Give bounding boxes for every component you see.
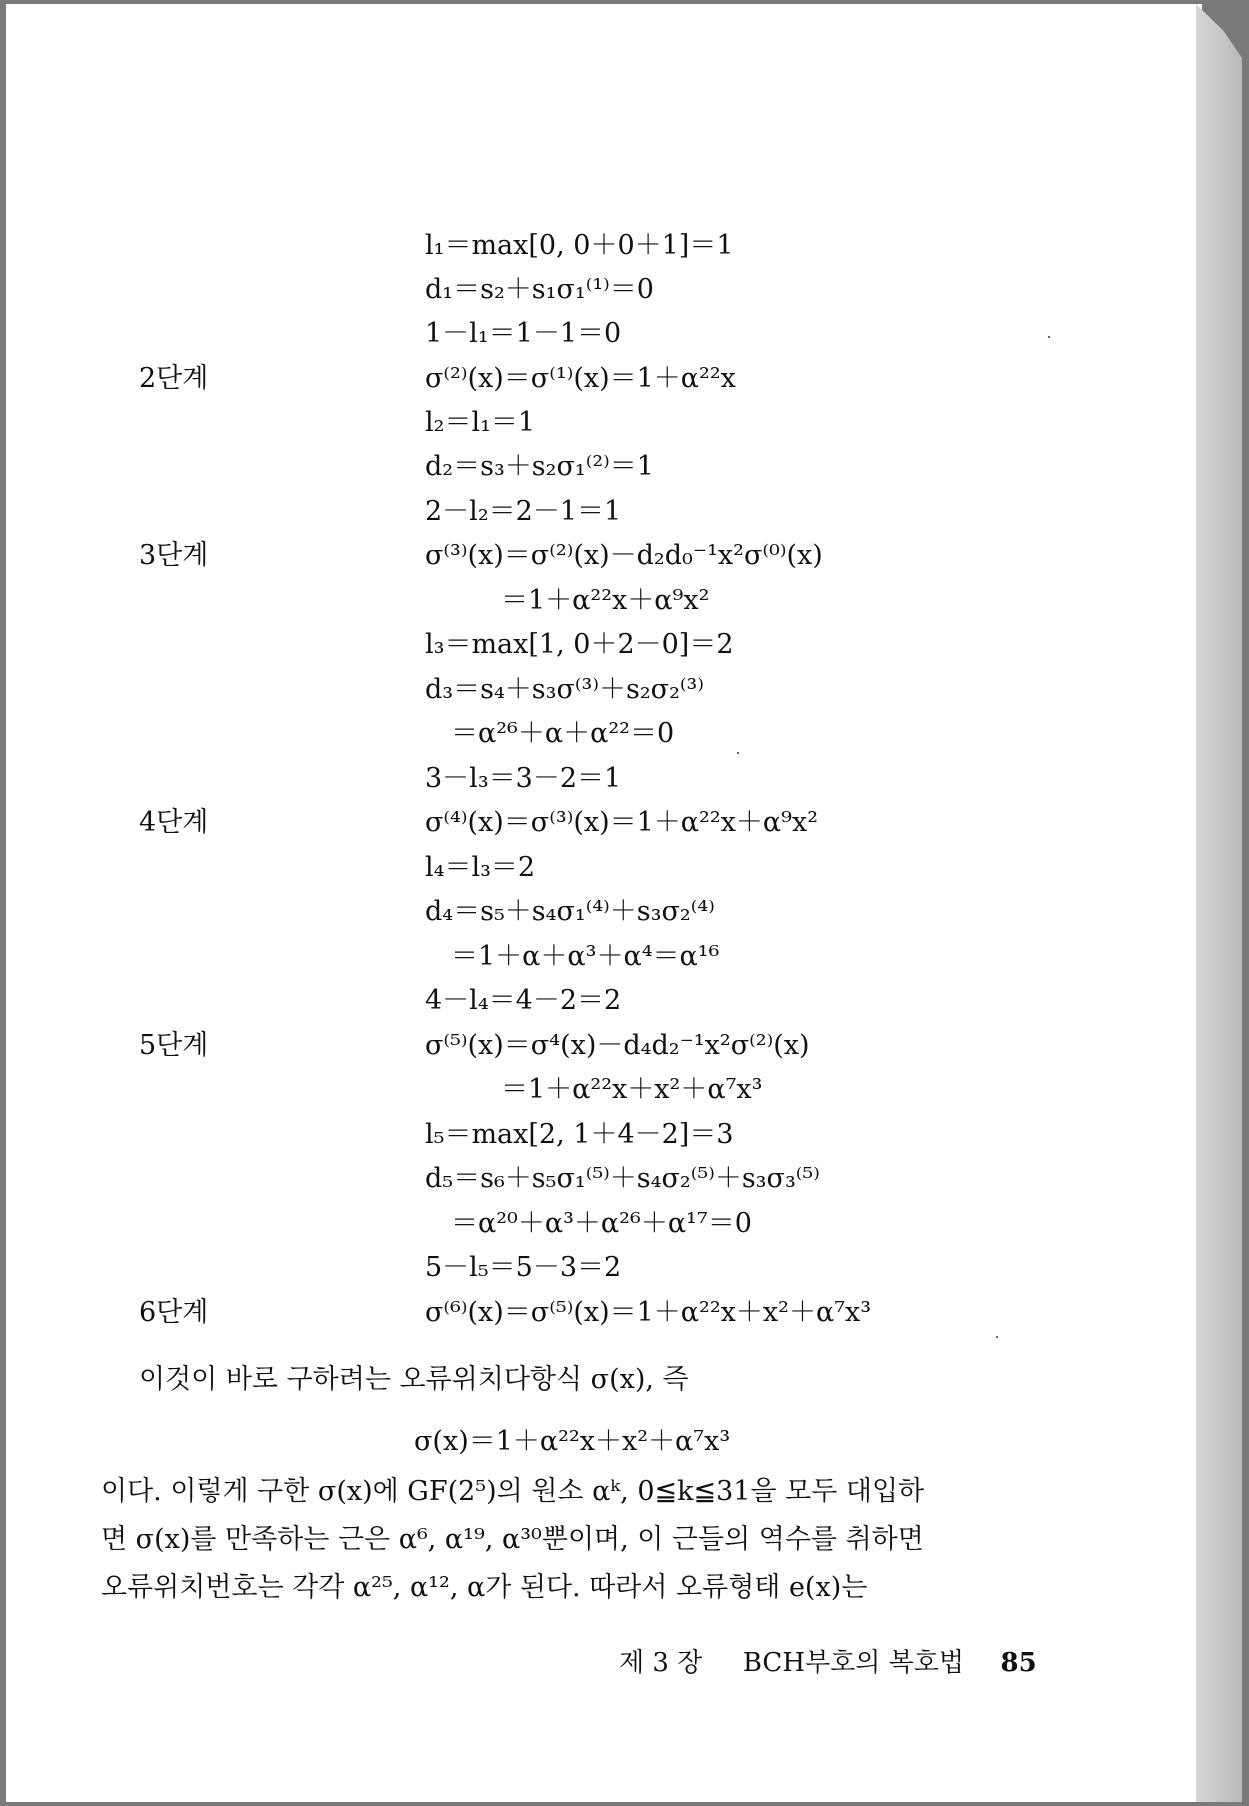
equation-line: 2－l₂＝2－1＝1 [425,496,622,527]
equation-line: l₅＝max[2, 1＋4－2]＝3 [425,1119,734,1150]
equation-line: l₁＝max[0, 0＋0＋1]＝1 [425,230,734,261]
equation-line: l₄＝l₃＝2 [425,852,536,883]
paragraph-line: 면 σ(x)를 만족하는 근은 α⁶, α¹⁹, α³⁰뿐이며, 이 근들의 역수를 취하면 [101,1524,924,1555]
equation-line: σ⁽³⁾(x)＝σ⁽²⁾(x)－d₂d₀⁻¹x²σ⁽⁰⁾(x) [425,540,823,571]
page-number: 85 [1000,1648,1037,1678]
paragraph-intro: 이것이 바로 구하려는 오류위치다항식 σ(x), 즉 [139,1364,689,1395]
equation-line: 3－l₃＝3－2＝1 [425,763,622,794]
equation-line: d₂＝s₃＋s₂σ₁⁽²⁾＝1 [425,451,654,482]
equation-line: 1－l₁＝1－1＝0 [425,318,622,349]
equation-line: d₁＝s₂＋s₁σ₁⁽¹⁾＝0 [425,274,654,305]
scan-speck [996,1336,998,1338]
paragraph-line: 이다. 이렇게 구한 σ(x)에 GF(2⁵)의 원소 αᵏ, 0≦k≦31을 모두 대입하 [101,1476,925,1507]
equation-line: 4－l₄＝4－2＝2 [425,985,622,1016]
equation-line: σ⁽⁶⁾(x)＝σ⁽⁵⁾(x)＝1＋α²²x＋x²＋α⁷x³ [425,1297,872,1328]
step-label: 5단계 [139,1030,209,1061]
book-page [6,4,1202,1802]
scan-speck [1048,336,1050,338]
scan-speck [737,752,739,754]
equation-line: 5－l₅＝5－3＝2 [425,1252,622,1283]
paragraph-line: 오류위치번호는 각각 α²⁵, α¹², α가 된다. 따라서 오류형태 e(x)는 [101,1572,868,1603]
display-equation: σ(x)＝1＋α²²x＋x²＋α⁷x³ [414,1426,731,1457]
equation-line: σ⁽²⁾(x)＝σ⁽¹⁾(x)＝1＋α²²x [425,363,736,394]
equation-line: d₅＝s₆＋s₅σ₁⁽⁵⁾＋s₄σ₂⁽⁵⁾＋s₃σ₃⁽⁵⁾ [425,1163,820,1194]
step-label: 3단계 [139,540,209,571]
equation-line: d₄＝s₅＋s₄σ₁⁽⁴⁾＋s₃σ₂⁽⁴⁾ [425,896,715,927]
equation-line: l₃＝max[1, 0＋2－0]＝2 [425,629,734,660]
running-footer [619,1642,1037,1679]
step-label: 2단계 [139,363,209,394]
chapter-title: BCH부호의 복호법 [742,1648,964,1678]
equation-line: ＝1＋α²²x＋x²＋α⁷x³ [501,1074,763,1105]
page-edge [1196,4,1242,1802]
step-label: 4단계 [139,807,209,838]
equation-line: ＝α²⁰＋α³＋α²⁶＋α¹⁷＝0 [451,1208,752,1239]
equation-line: ＝α²⁶＋α＋α²²＝0 [451,718,675,749]
equation-line: ＝1＋α＋α³＋α⁴＝α¹⁶ [451,941,720,972]
equation-line: σ⁽⁴⁾(x)＝σ⁽³⁾(x)＝1＋α²²x＋α⁹x² [425,807,819,838]
equation-line: σ⁽⁵⁾(x)＝σ⁴(x)－d₄d₂⁻¹x²σ⁽²⁾(x) [425,1030,810,1061]
equation-line: ＝1＋α²²x＋α⁹x² [501,585,710,616]
equation-line: l₂＝l₁＝1 [425,407,536,438]
step-label: 6단계 [139,1297,209,1328]
chapter-label: 제 3 장 [619,1648,703,1678]
equation-line: d₃＝s₄＋s₃σ⁽³⁾＋s₂σ₂⁽³⁾ [425,674,705,705]
